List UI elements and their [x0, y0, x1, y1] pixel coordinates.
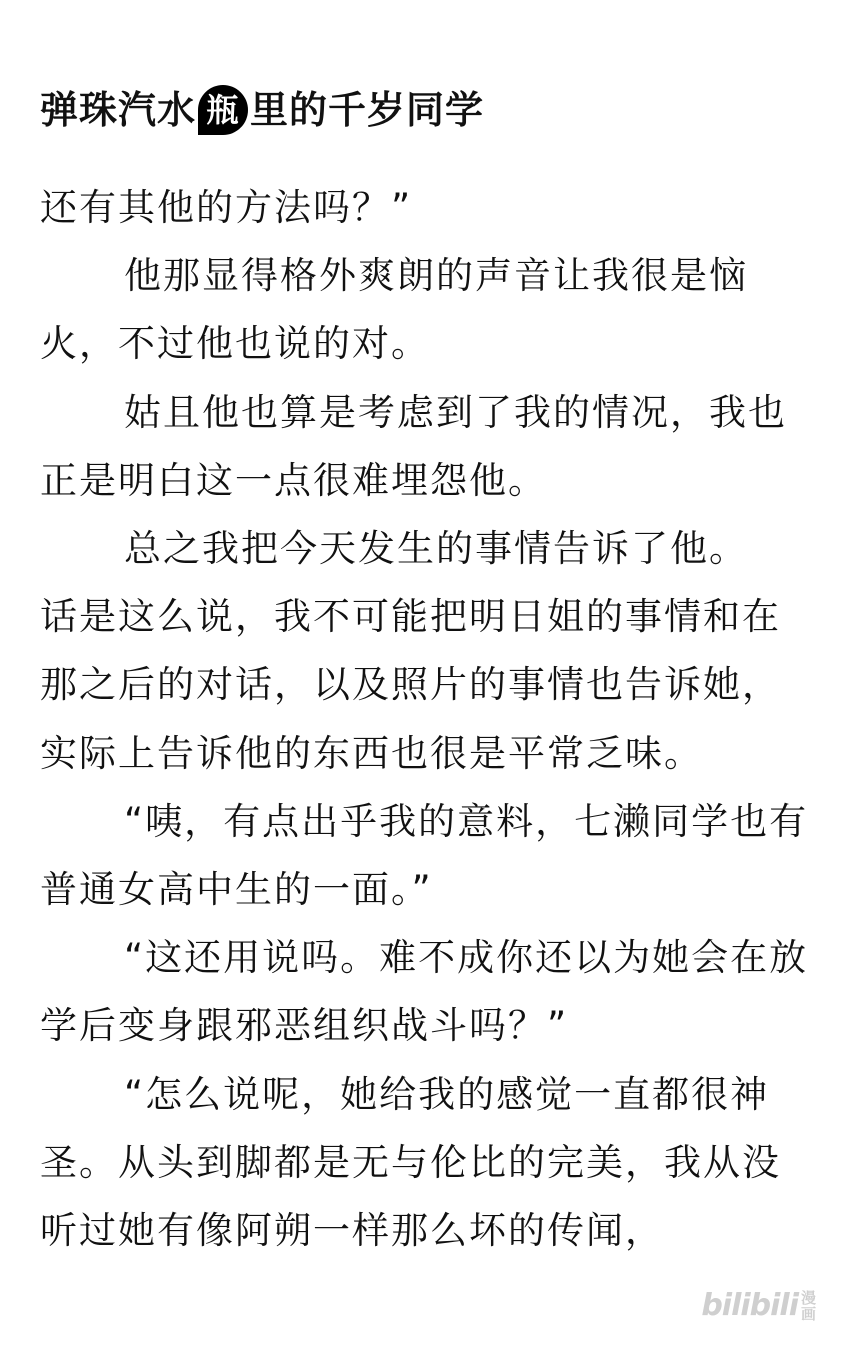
paragraph: 总之我把今天发生的事情告诉了他。 [124, 527, 748, 571]
paragraph: “这还用说吗。难不成你还以为她会在放学后变身跟邪恶组织战斗吗？” [40, 936, 809, 1048]
watermark-char-bottom: 画 [800, 1304, 816, 1323]
bilibili-logo: bilibili [701, 1288, 798, 1323]
book-title [40, 84, 484, 136]
paragraph: 姑且他也算是考虑到了我的情况，我也正是明白这一点很难埋怨他。 [40, 390, 787, 502]
watermark-char-top: 漫 [800, 1288, 816, 1307]
page-body [40, 174, 815, 1265]
book-title-badge: 瓶 [198, 85, 248, 135]
paragraph: “咦，有点出乎我的意料，七濑同学也有普通女高中生的一面。” [40, 799, 809, 912]
bilibili-watermark [701, 1288, 816, 1323]
book-title-part-1: 弹珠汽水 [40, 87, 197, 132]
paragraph: 还有其他的方法吗？” [40, 186, 413, 229]
paragraph: 他那显得格外爽朗的声音让我很是恼火，不过他也说的对。 [40, 254, 748, 366]
book-title-part-2: 里的千岁同学 [250, 87, 485, 132]
watermark-manhua [801, 1290, 816, 1322]
paragraph: 话是这么说，我不可能把明日姐的事情和在那之后的对话，以及照片的事情也告诉她，实际上告诉他的东西也很是平常乏味。 [40, 595, 781, 775]
paragraph: “怎么说呢，她给我的感觉一直都很神圣。从头到脚都是无与伦比的完美，我从没听过她有像阿朔一样那么坏的传闻， [40, 1072, 781, 1253]
